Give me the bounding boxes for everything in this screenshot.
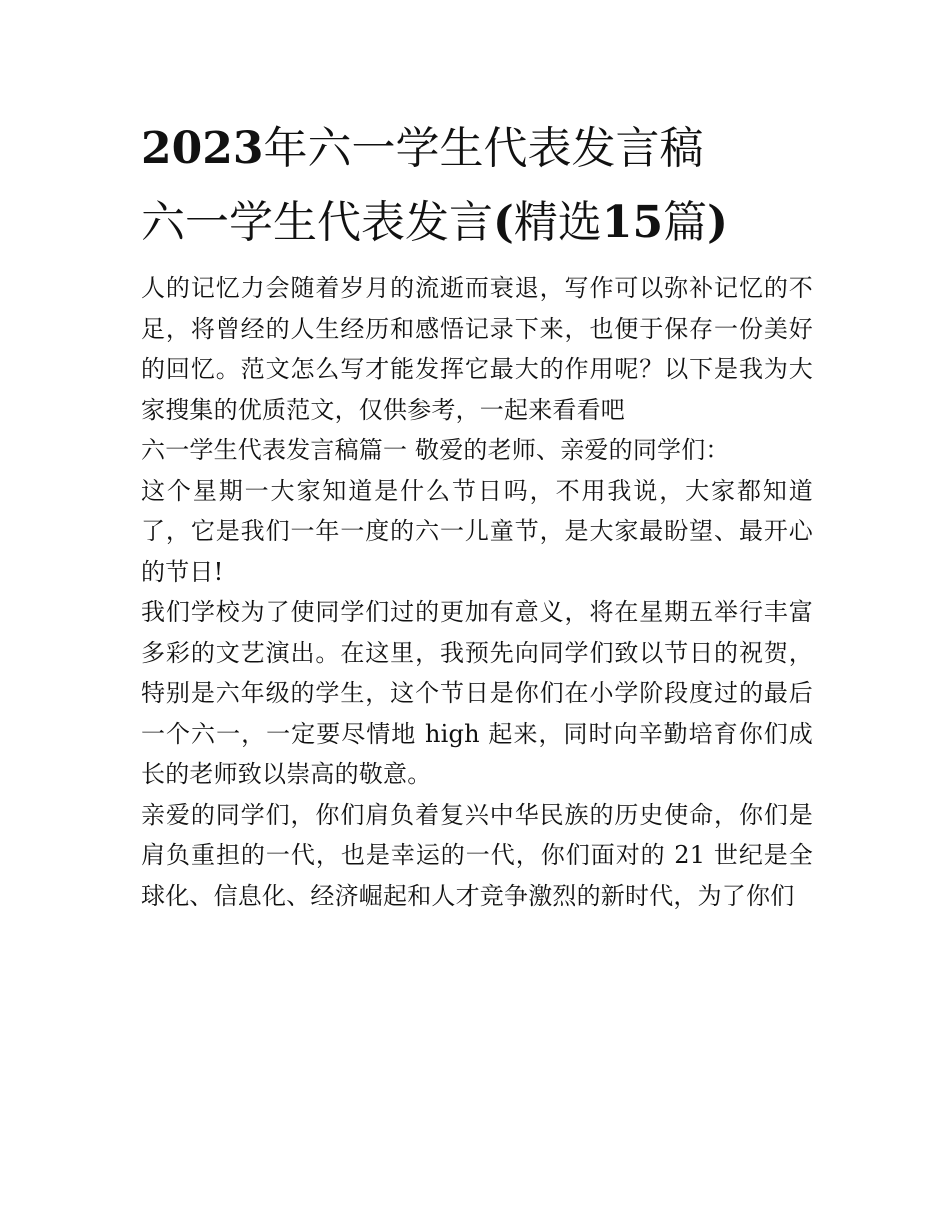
document-body: [141, 112, 813, 916]
document-title-line-1: [141, 112, 813, 186]
subtitle-count: 15: [601, 197, 664, 248]
paragraph-section-heading: 六一学生代表发言稿篇一 敬爱的老师、亲爱的同学们：: [141, 436, 730, 464]
paragraph-intro: 人的记忆力会随着岁月的流逝而衰退，写作可以弥补记忆的不足，将曾经的人生经历和感悟记录下来，也便于保存一份美好的回忆。范文怎么写才能发挥它最大的作用呢？以下是我为大家搜集的优质范文，仅供参考，一起来看看吧: [141, 274, 813, 424]
subtitle-paren-open: (: [493, 197, 514, 248]
title-year: 2023: [141, 123, 264, 174]
paragraph-body: 这个星期一大家知道是什么节日吗，不用我说，大家都知道了，它是我们一年一度的六一儿童节，是大家最盼望、最开心的节日!: [141, 476, 813, 586]
subtitle-paren-close: ): [707, 197, 728, 248]
subtitle-unit: 篇: [663, 197, 708, 248]
subtitle-text: 六一学生代表发言: [141, 197, 493, 248]
subtitle-selected: 精选: [513, 197, 602, 248]
paragraph-body: 亲爱的同学们，你们肩负着复兴中华民族的历史使命，你们是肩负重担的一代，也是幸运的一代，你们面对的 21 世纪是全球化、信息化、经济崛起和人才竞争激烈的新时代，为了你们: [141, 800, 813, 910]
document-paragraphs: [141, 268, 813, 916]
paragraph-body: 我们学校为了使同学们过的更加有意义，将在星期五举行丰富多彩的文艺演出。在这里，我预先向同学们致以节日的祝贺，特别是六年级的学生，这个节日是你们在小学阶段度过的最后一个六一，一定要尽情地 high 起来，同时向辛勤培育你们成长的老师致以崇高的敬意。: [141, 598, 813, 788]
title-text: 年六一学生代表发言稿: [263, 123, 704, 174]
document-title-line-2: [141, 186, 813, 260]
